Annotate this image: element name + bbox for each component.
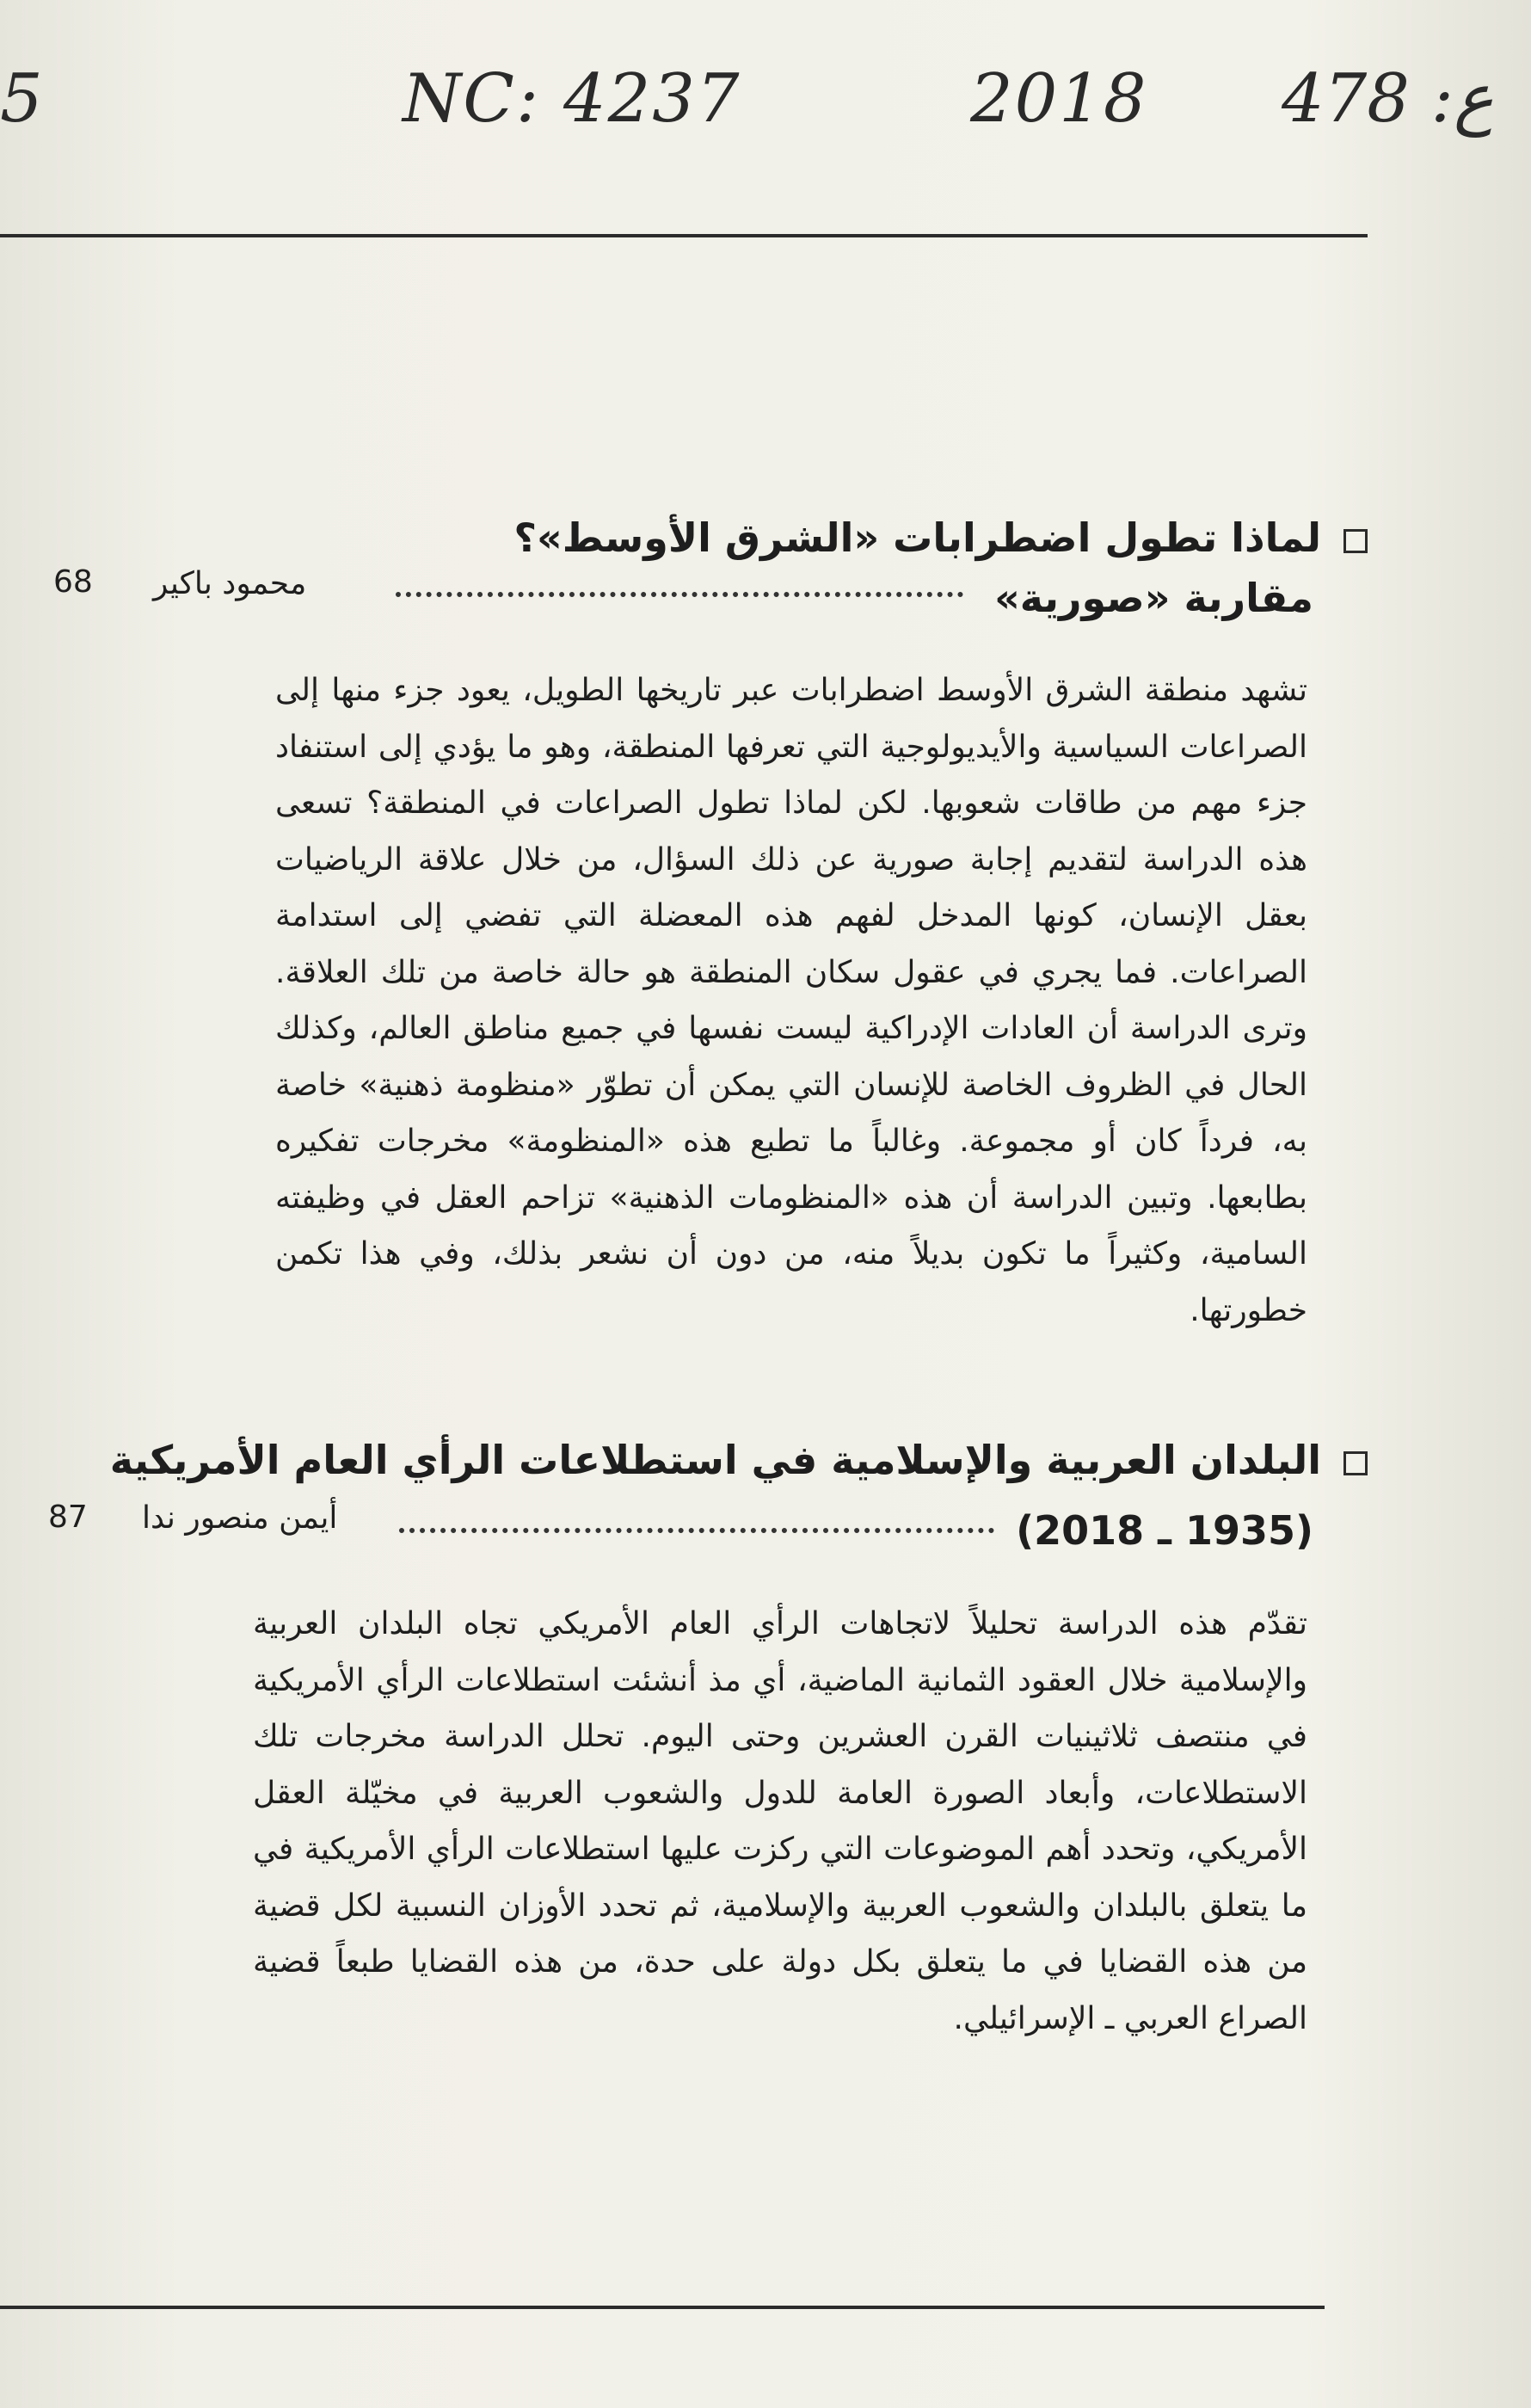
article-title-line1: لماذا تطول اضطرابات «الشرق الأوسط»؟ bbox=[513, 514, 1321, 561]
article-title bbox=[513, 514, 1368, 561]
article-abstract: تشهد منطقة الشرق الأوسط اضطرابات عبر تاريخها الطويل، يعود جزء منها إلى الصراعات السياسية والأيديولوجية التي تعرفها المنطقة، وهو ما يؤدي إلى استنفاد جزء مهم من طاقات شعوبها. لكن لماذا تطول الصراعات في المنطقة؟ تسعى هذه الدراسة لتقديم إجابة صورية عن ذلك السؤال، من خلال علاقة الرياضيات بعقل الإنسان، كونها المدخل لفهم هذه المعضلة التي تفضي إلى استدامة الصراعات. فما يجري في عقول سكان المنطقة هو حالة خاصة من تلك العلاقة. وترى الدراسة أن العادات الإدراكية ليست نفسها في جميع مناطق العالم، وكذلك الحال في الظروف الخاصة للإنسان التي يمكن أن تطوّر «منظومة ذهنية» خاصة به، فرداً كان أو مجموعة. وغالباً ما تطبع هذه «المنظومة» مخرجات تفكيره بطابعها. وتبين الدراسة أن هذه «المنظومات الذهنية» تزاحم العقل في وظيفته السامية، وكثيراً ما تكون بديلاً منه، من دون أن نشعر بذلك، وفي هذا تكمن خطورتها. bbox=[275, 673, 1307, 1328]
article-page-number: 68 bbox=[53, 564, 93, 600]
handwritten-margin-fragment: 5 bbox=[0, 60, 45, 138]
leader-dots bbox=[396, 592, 963, 597]
article-subtitle: (1935 ـ 2018) bbox=[1016, 1507, 1313, 1554]
handwritten-catalog-code: NC: 4237 bbox=[403, 60, 741, 138]
article-author: أيمن منصور ندا bbox=[142, 1500, 338, 1536]
top-rule bbox=[0, 234, 1368, 237]
article-title bbox=[110, 1437, 1368, 1483]
article-author: محمود باكير bbox=[153, 566, 307, 601]
bottom-rule bbox=[0, 2306, 1325, 2309]
handwritten-year: 2018 bbox=[970, 60, 1148, 138]
article-subtitle: مقاربة «صورية» bbox=[994, 575, 1313, 621]
handwritten-issue-number: ع: 478 bbox=[1282, 60, 1494, 138]
article-abstract: تقدّم هذه الدراسة تحليلاً لاتجاهات الرأي العام الأمريكي تجاه البلدان العربية والإسلامية خلال العقود الثمانية الماضية، أي مذ أنشئت استطلاعات الرأي الأمريكية في منتصف ثلاثينيات القرن العشرين وحتى اليوم. تحلل الدراسة مخرجات تلك الاستطلاعات، وأبعاد الصورة العامة للدول والشعوب العربية في مخيّلة العقل الأمريكي، وتحدد أهم الموضوعات التي ركزت عليها استطلاعات الرأي الأمريكية في ما يتعلق بالبلدان والشعوب العربية والإسلامية، ثم تحدد الأوزان النسبية لكل قضية من هذه القضايا في ما يتعلق بكل دولة على حدة، من هذه القضايا طبعاً قضية الصراع العربي ـ الإسرائيلي. bbox=[253, 1606, 1307, 2036]
checkbox-bullet bbox=[1343, 1451, 1368, 1475]
article-title-line1: البلدان العربية والإسلامية في استطلاعات الرأي العام الأمريكية bbox=[109, 1437, 1321, 1483]
checkbox-bullet bbox=[1343, 529, 1368, 553]
article-page-number: 87 bbox=[48, 1500, 88, 1535]
leader-dots bbox=[399, 1528, 994, 1533]
